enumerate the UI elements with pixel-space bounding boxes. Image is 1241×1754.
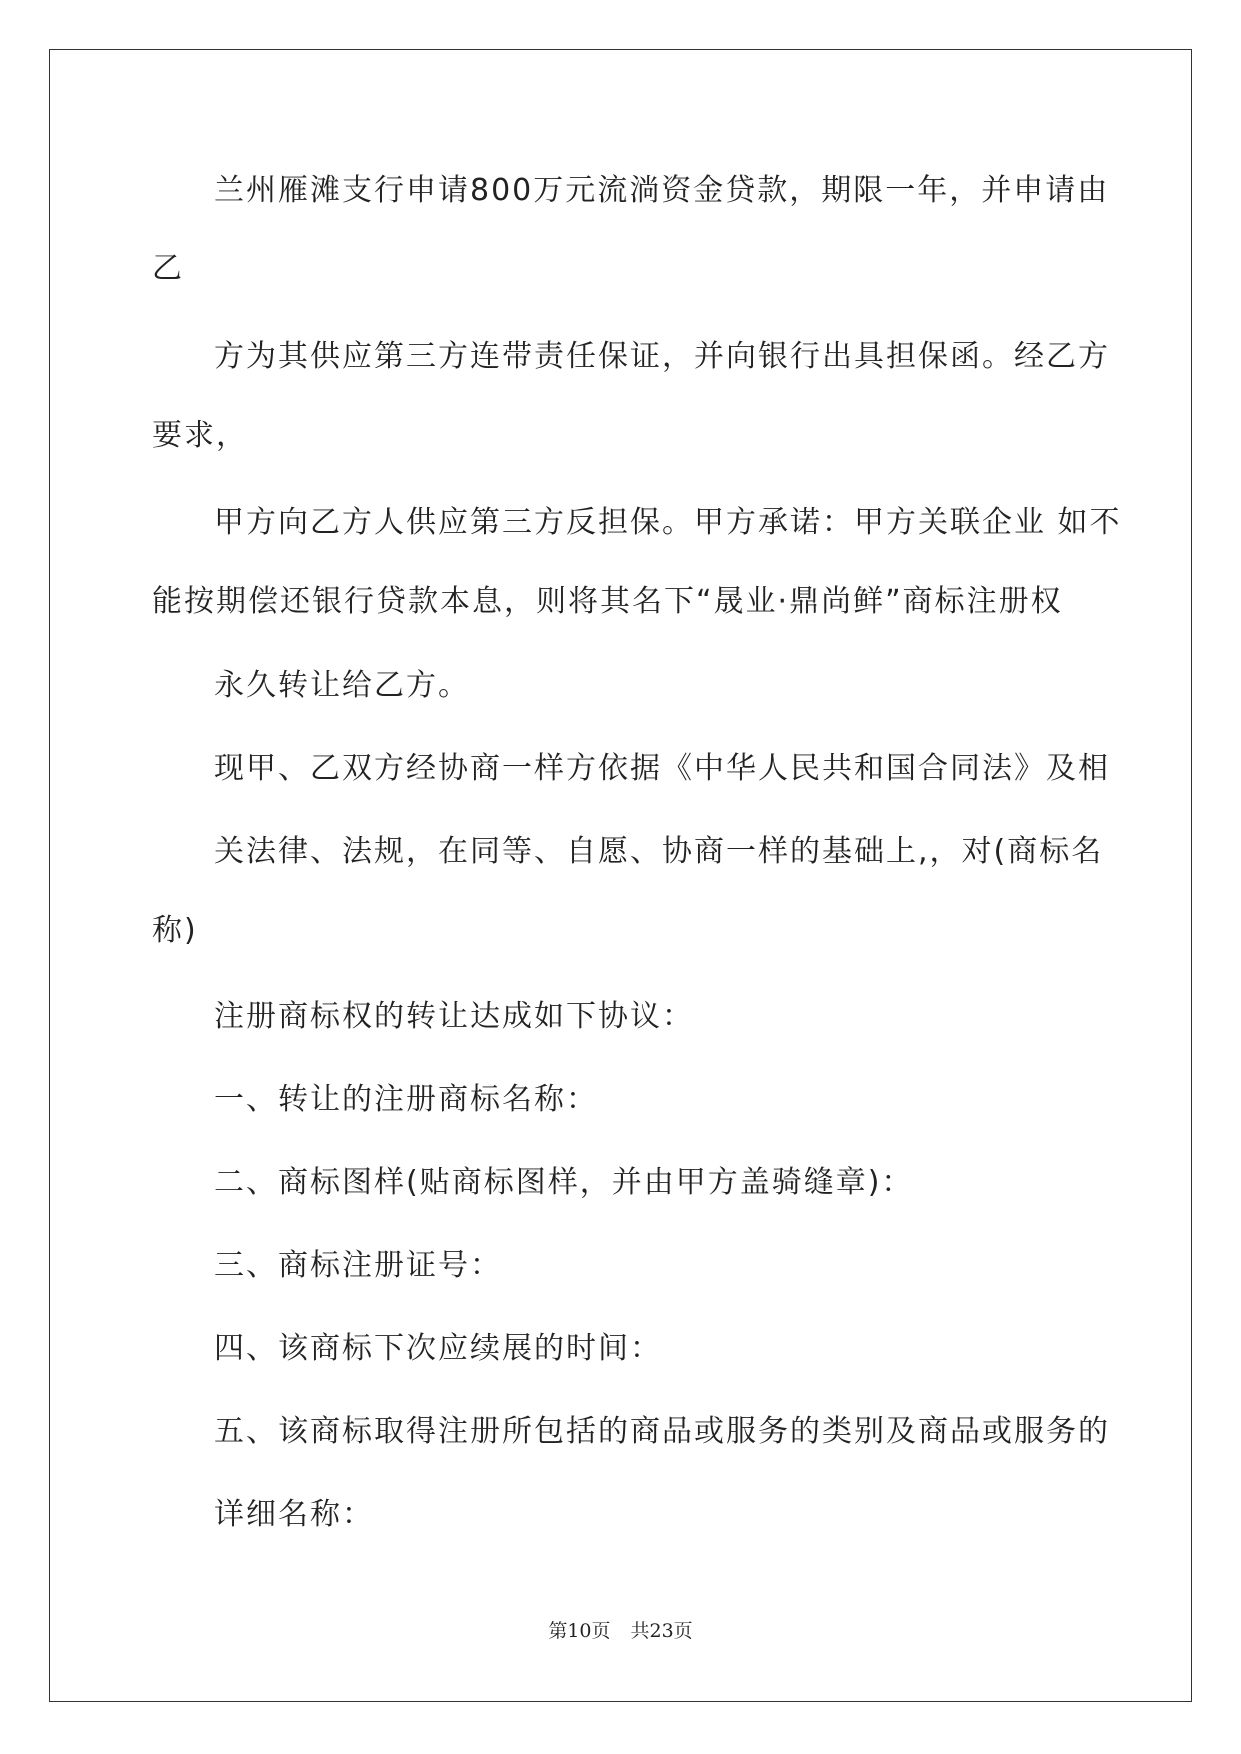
text-line: 永久转让给乙方。: [214, 668, 470, 703]
page-footer: [0, 1616, 1241, 1643]
text-line: 称): [152, 913, 198, 948]
text-line: 四、该商标下次应续展的时间：: [214, 1331, 662, 1366]
page-number: 第10页: [548, 1620, 611, 1642]
text-line: 详细名称：: [214, 1497, 374, 1532]
text-line: 注册商标权的转让达成如下协议：: [214, 999, 694, 1034]
page-border: [49, 49, 1192, 1702]
text-line: 一、转让的注册商标名称：: [214, 1082, 598, 1117]
text-line: 二、商标图样(贴商标图样，并由甲方盖骑缝章)：: [214, 1165, 914, 1200]
text-line: 能按期偿还银行贷款本息，则将其名下“晟业·鼎尚鲜”商标注册权: [152, 584, 1063, 619]
text-line: 乙: [152, 251, 184, 286]
text-line: 兰州雁滩支行申请800万元流淌资金贷款，期限一年，并申请由: [214, 173, 1110, 208]
text-line: 现甲、乙双方经协商一样方依据《中华人民共和国合同法》及相: [214, 751, 1110, 786]
text-line: 要求，: [152, 418, 248, 453]
text-line: 五、该商标取得注册所包括的商品或服务的类别及商品或服务的: [214, 1414, 1110, 1449]
page-total: 共23页: [630, 1620, 693, 1642]
text-line: 甲方向乙方人供应第三方反担保。甲方承诺：甲方关联企业 如不: [214, 505, 1122, 540]
text-line: 关法律、法规，在同等、自愿、协商一样的基础上,，对(商标名: [214, 834, 1104, 869]
text-line: 方为其供应第三方连带责任保证，并向银行出具担保函。经乙方: [214, 339, 1110, 374]
text-line: 三、商标注册证号：: [214, 1248, 502, 1283]
